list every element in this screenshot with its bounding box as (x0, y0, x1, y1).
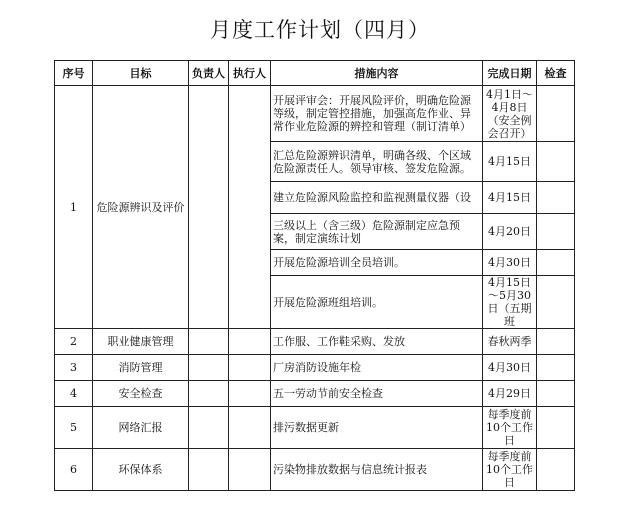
row-goal: 环保体系 (93, 449, 189, 491)
row-measure: 工作服、工作鞋采购、发放 (271, 329, 483, 355)
header-goal: 目标 (93, 61, 189, 86)
row-measure: 污染物排放数据与信息统计报表 (271, 449, 483, 491)
row-goal: 危险源辨识及评价 (93, 86, 189, 329)
header-due: 完成日期 (483, 61, 537, 86)
row-measure: 开展评审会：开展风险评价，明确危险源等级，制定管控措施，加强高危作业、异常作业危险源的辨控和管理（制订清单） (271, 86, 483, 142)
row-owner (189, 86, 229, 329)
row-measure: 排污数据更新 (271, 407, 483, 449)
header-row (55, 61, 575, 86)
row-check (537, 250, 575, 276)
row-due-date: 4月15日 (483, 182, 537, 214)
row-number: 5 (55, 407, 93, 449)
row-number: 4 (55, 381, 93, 407)
row-due-date: 4月15日 (483, 142, 537, 182)
row-executor (229, 329, 271, 355)
header-measures: 措施内容 (271, 61, 483, 86)
table-row (55, 407, 575, 449)
row-due-date: 春秋两季 (483, 329, 537, 355)
row-executor (229, 407, 271, 449)
row-measure: 建立危险源风险监控和监视测量仪器（设 (271, 182, 483, 214)
row-measure: 三级以上（含三级）危险源制定应急预案，制定演练计划 (271, 214, 483, 250)
row-due-date: 4月30日 (483, 250, 537, 276)
row-due-date: 每季度前10个工作日 (483, 449, 537, 491)
row-check (537, 407, 575, 449)
row-executor (229, 449, 271, 491)
row-goal: 消防管理 (93, 355, 189, 381)
row-measure: 五一劳动节前安全检查 (271, 381, 483, 407)
row-check (537, 182, 575, 214)
header-check: 检查 (537, 61, 575, 86)
row-owner (189, 329, 229, 355)
row-number: 1 (55, 86, 93, 329)
row-due-date: 4月29日 (483, 381, 537, 407)
row-check (537, 329, 575, 355)
row-check (537, 276, 575, 329)
table-row (55, 449, 575, 491)
row-measure: 开展危险源班组培训。 (271, 276, 483, 329)
row-number: 2 (55, 329, 93, 355)
row-due-date: 4月1日～4月8日（安全例会召开） (483, 86, 537, 142)
row-due-date: 4月30日 (483, 355, 537, 381)
table-row (55, 329, 575, 355)
row-executor (229, 381, 271, 407)
header-owner: 负责人 (189, 61, 229, 86)
row-measure: 汇总危险源辨识清单，明确各级、个区域危险源责任人。领导审核、签发危险源。 (271, 142, 483, 182)
row-owner (189, 381, 229, 407)
row-measure: 开展危险源培训全员培训。 (271, 250, 483, 276)
header-no: 序号 (55, 61, 93, 86)
row-check (537, 142, 575, 182)
row-owner (189, 407, 229, 449)
row-owner (189, 449, 229, 491)
row-check (537, 449, 575, 491)
row-due-date: 4月20日 (483, 214, 537, 250)
row-check (537, 381, 575, 407)
page-title: 月度工作计划（四月） (210, 18, 430, 42)
row-check (537, 86, 575, 142)
table-row (55, 355, 575, 381)
row-goal: 安全检查 (93, 381, 189, 407)
header-executor: 执行人 (229, 61, 271, 86)
row-owner (189, 355, 229, 381)
row-number: 6 (55, 449, 93, 491)
row-executor (229, 355, 271, 381)
row-number: 3 (55, 355, 93, 381)
row-due-date: 4月15日～5月30日（五期班 (483, 276, 537, 329)
row-goal: 职业健康管理 (93, 329, 189, 355)
row-measure: 厂房消防设施年检 (271, 355, 483, 381)
table-row (55, 86, 575, 142)
row-executor (229, 86, 271, 329)
row-check (537, 355, 575, 381)
row-check (537, 214, 575, 250)
row-due-date: 每季度前10个工作日 (483, 407, 537, 449)
work-plan-table (54, 60, 575, 491)
table-row (55, 381, 575, 407)
row-goal: 网络汇报 (93, 407, 189, 449)
